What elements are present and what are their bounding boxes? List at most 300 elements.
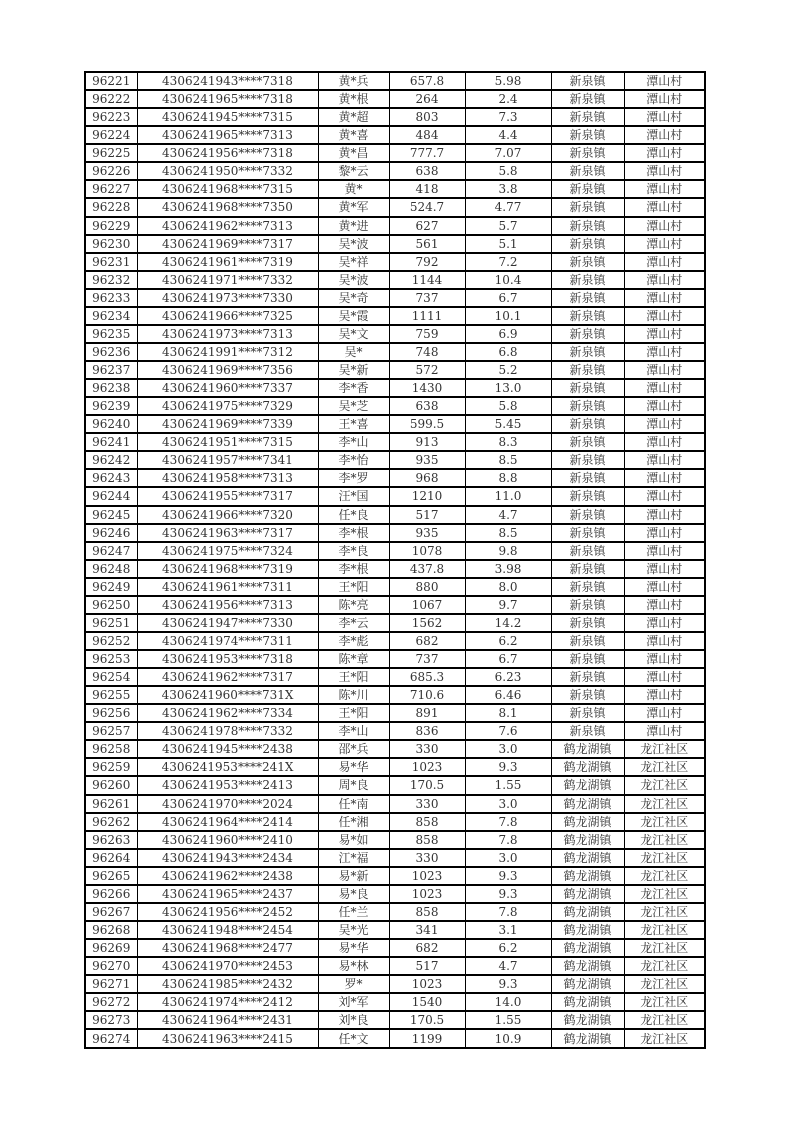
- cell-amount: 484: [389, 126, 465, 144]
- cell-rate: 6.8: [465, 343, 551, 361]
- cell-name: 吴*新: [318, 361, 389, 379]
- cell-town: 鹤龙湖镇: [551, 903, 624, 921]
- cell-name: 易*华: [318, 758, 389, 776]
- cell-name: 李*良: [318, 542, 389, 560]
- cell-seq: 96238: [85, 379, 137, 397]
- cell-rate: 8.0: [465, 578, 551, 596]
- cell-amount: 1430: [389, 379, 465, 397]
- cell-seq: 96243: [85, 469, 137, 487]
- cell-town: 鹤龙湖镇: [551, 831, 624, 849]
- cell-id-number: 4306241965****7318: [137, 90, 318, 108]
- cell-id-number: 4306241962****2438: [137, 867, 318, 885]
- cell-village: 龙江社区: [624, 939, 705, 957]
- cell-rate: 7.8: [465, 813, 551, 831]
- cell-name: 李*山: [318, 722, 389, 740]
- cell-amount: 517: [389, 957, 465, 975]
- cell-rate: 5.7: [465, 217, 551, 235]
- cell-rate: 1.55: [465, 776, 551, 794]
- cell-id-number: 4306241961****7311: [137, 578, 318, 596]
- cell-name: 吴*奇: [318, 289, 389, 307]
- cell-amount: 968: [389, 469, 465, 487]
- table-row: [85, 885, 705, 903]
- cell-amount: 737: [389, 289, 465, 307]
- cell-seq: 96245: [85, 506, 137, 524]
- cell-name: 吴*波: [318, 235, 389, 253]
- cell-name: 黄*: [318, 180, 389, 198]
- cell-amount: 1067: [389, 596, 465, 614]
- cell-town: 新泉镇: [551, 722, 624, 740]
- cell-village: 龙江社区: [624, 993, 705, 1011]
- table-row: [85, 722, 705, 740]
- cell-id-number: 4306241973****7330: [137, 289, 318, 307]
- cell-village: 潭山村: [624, 487, 705, 505]
- cell-rate: 5.8: [465, 162, 551, 180]
- cell-village: 龙江社区: [624, 885, 705, 903]
- cell-rate: 11.0: [465, 487, 551, 505]
- cell-rate: 4.77: [465, 198, 551, 216]
- table-row: [85, 975, 705, 993]
- cell-town: 新泉镇: [551, 451, 624, 469]
- cell-rate: 8.8: [465, 469, 551, 487]
- cell-village: 潭山村: [624, 596, 705, 614]
- cell-town: 鹤龙湖镇: [551, 1029, 624, 1048]
- cell-seq: 96230: [85, 235, 137, 253]
- cell-seq: 96267: [85, 903, 137, 921]
- cell-seq: 96272: [85, 993, 137, 1011]
- table-row: [85, 614, 705, 632]
- cell-name: 黄*兵: [318, 72, 389, 90]
- cell-seq: 96231: [85, 253, 137, 271]
- cell-town: 新泉镇: [551, 307, 624, 325]
- cell-village: 潭山村: [624, 361, 705, 379]
- cell-id-number: 4306241960****7337: [137, 379, 318, 397]
- cell-amount: 330: [389, 795, 465, 813]
- cell-rate: 4.7: [465, 957, 551, 975]
- cell-seq: 96240: [85, 415, 137, 433]
- cell-seq: 96221: [85, 72, 137, 90]
- cell-town: 新泉镇: [551, 524, 624, 542]
- cell-village: 潭山村: [624, 451, 705, 469]
- cell-rate: 2.4: [465, 90, 551, 108]
- cell-id-number: 4306241968****7350: [137, 198, 318, 216]
- cell-name: 任*兰: [318, 903, 389, 921]
- cell-seq: 96227: [85, 180, 137, 198]
- table-row: [85, 126, 705, 144]
- cell-name: 吴*文: [318, 325, 389, 343]
- cell-town: 新泉镇: [551, 487, 624, 505]
- cell-town: 鹤龙湖镇: [551, 1011, 624, 1029]
- cell-village: 潭山村: [624, 379, 705, 397]
- cell-name: 王*阳: [318, 704, 389, 722]
- cell-id-number: 4306241951****7315: [137, 433, 318, 451]
- cell-village: 龙江社区: [624, 758, 705, 776]
- cell-rate: 6.2: [465, 632, 551, 650]
- table-row: [85, 487, 705, 505]
- cell-town: 新泉镇: [551, 668, 624, 686]
- cell-town: 鹤龙湖镇: [551, 939, 624, 957]
- cell-town: 鹤龙湖镇: [551, 957, 624, 975]
- cell-id-number: 4306241960****731X: [137, 686, 318, 704]
- cell-amount: 1144: [389, 271, 465, 289]
- cell-seq: 96252: [85, 632, 137, 650]
- cell-village: 潭山村: [624, 90, 705, 108]
- cell-name: 黎*云: [318, 162, 389, 180]
- table-row: [85, 144, 705, 162]
- cell-rate: 8.5: [465, 524, 551, 542]
- cell-id-number: 4306241969****7339: [137, 415, 318, 433]
- cell-rate: 7.8: [465, 903, 551, 921]
- cell-amount: 858: [389, 831, 465, 849]
- cell-id-number: 4306241968****7315: [137, 180, 318, 198]
- table-row: [85, 433, 705, 451]
- table-row: [85, 271, 705, 289]
- cell-id-number: 4306241965****2437: [137, 885, 318, 903]
- cell-id-number: 4306241978****7332: [137, 722, 318, 740]
- cell-id-number: 4306241953****7318: [137, 650, 318, 668]
- table-row: [85, 90, 705, 108]
- cell-amount: 1023: [389, 758, 465, 776]
- cell-seq: 96259: [85, 758, 137, 776]
- cell-name: 李*根: [318, 524, 389, 542]
- cell-id-number: 4306241974****7311: [137, 632, 318, 650]
- cell-seq: 96236: [85, 343, 137, 361]
- cell-town: 新泉镇: [551, 180, 624, 198]
- cell-seq: 96222: [85, 90, 137, 108]
- cell-amount: 1199: [389, 1029, 465, 1048]
- cell-rate: 8.1: [465, 704, 551, 722]
- cell-town: 鹤龙湖镇: [551, 975, 624, 993]
- cell-rate: 5.1: [465, 235, 551, 253]
- cell-seq: 96233: [85, 289, 137, 307]
- cell-village: 潭山村: [624, 686, 705, 704]
- table-row: [85, 740, 705, 758]
- cell-id-number: 4306241943****7318: [137, 72, 318, 90]
- cell-village: 潭山村: [624, 524, 705, 542]
- table-row: [85, 758, 705, 776]
- cell-seq: 96249: [85, 578, 137, 596]
- table-row: [85, 451, 705, 469]
- cell-name: 吴*祥: [318, 253, 389, 271]
- cell-town: 新泉镇: [551, 253, 624, 271]
- cell-amount: 1540: [389, 993, 465, 1011]
- cell-name: 吴*光: [318, 921, 389, 939]
- cell-town: 新泉镇: [551, 596, 624, 614]
- cell-town: 鹤龙湖镇: [551, 813, 624, 831]
- cell-rate: 8.5: [465, 451, 551, 469]
- table-row: [85, 235, 705, 253]
- cell-amount: 1562: [389, 614, 465, 632]
- cell-id-number: 4306241947****7330: [137, 614, 318, 632]
- cell-town: 新泉镇: [551, 578, 624, 596]
- cell-id-number: 4306241958****7313: [137, 469, 318, 487]
- cell-id-number: 4306241968****7319: [137, 560, 318, 578]
- cell-amount: 777.7: [389, 144, 465, 162]
- cell-village: 潭山村: [624, 343, 705, 361]
- cell-id-number: 4306241950****7332: [137, 162, 318, 180]
- cell-town: 鹤龙湖镇: [551, 740, 624, 758]
- cell-village: 龙江社区: [624, 831, 705, 849]
- cell-name: 李*香: [318, 379, 389, 397]
- cell-id-number: 4306241956****2452: [137, 903, 318, 921]
- cell-seq: 96241: [85, 433, 137, 451]
- cell-seq: 96266: [85, 885, 137, 903]
- cell-seq: 96239: [85, 397, 137, 415]
- cell-village: 潭山村: [624, 325, 705, 343]
- table-row: [85, 903, 705, 921]
- cell-town: 鹤龙湖镇: [551, 921, 624, 939]
- cell-village: 龙江社区: [624, 1011, 705, 1029]
- cell-id-number: 4306241962****7334: [137, 704, 318, 722]
- cell-town: 新泉镇: [551, 415, 624, 433]
- cell-id-number: 4306241973****7313: [137, 325, 318, 343]
- cell-town: 新泉镇: [551, 325, 624, 343]
- cell-village: 潭山村: [624, 72, 705, 90]
- cell-seq: 96274: [85, 1029, 137, 1048]
- cell-name: 陈*亮: [318, 596, 389, 614]
- cell-rate: 3.8: [465, 180, 551, 198]
- cell-amount: 1023: [389, 867, 465, 885]
- cell-id-number: 4306241953****241X: [137, 758, 318, 776]
- cell-name: 黄*超: [318, 108, 389, 126]
- cell-town: 新泉镇: [551, 433, 624, 451]
- cell-town: 鹤龙湖镇: [551, 849, 624, 867]
- cell-name: 邵*兵: [318, 740, 389, 758]
- cell-name: 任*良: [318, 506, 389, 524]
- cell-amount: 330: [389, 740, 465, 758]
- cell-amount: 935: [389, 451, 465, 469]
- table-row: [85, 379, 705, 397]
- cell-rate: 6.46: [465, 686, 551, 704]
- cell-name: 易*良: [318, 885, 389, 903]
- cell-town: 新泉镇: [551, 650, 624, 668]
- table-row: [85, 957, 705, 975]
- cell-rate: 4.7: [465, 506, 551, 524]
- cell-name: 刘*军: [318, 993, 389, 1011]
- cell-id-number: 4306241957****7341: [137, 451, 318, 469]
- cell-town: 新泉镇: [551, 542, 624, 560]
- cell-village: 潭山村: [624, 217, 705, 235]
- table-row: [85, 813, 705, 831]
- cell-village: 潭山村: [624, 397, 705, 415]
- table-row: [85, 921, 705, 939]
- cell-village: 潭山村: [624, 289, 705, 307]
- cell-id-number: 4306241962****7317: [137, 668, 318, 686]
- cell-amount: 935: [389, 524, 465, 542]
- cell-town: 新泉镇: [551, 126, 624, 144]
- cell-name: 任*南: [318, 795, 389, 813]
- cell-amount: 858: [389, 813, 465, 831]
- cell-amount: 599.5: [389, 415, 465, 433]
- cell-name: 易*华: [318, 939, 389, 957]
- table-row: [85, 415, 705, 433]
- cell-town: 新泉镇: [551, 632, 624, 650]
- table-row: [85, 939, 705, 957]
- cell-village: 潭山村: [624, 162, 705, 180]
- cell-name: 汪*国: [318, 487, 389, 505]
- cell-rate: 7.8: [465, 831, 551, 849]
- cell-name: 易*如: [318, 831, 389, 849]
- cell-id-number: 4306241953****2413: [137, 776, 318, 794]
- cell-village: 龙江社区: [624, 957, 705, 975]
- cell-id-number: 4306241971****7332: [137, 271, 318, 289]
- cell-id-number: 4306241948****2454: [137, 921, 318, 939]
- cell-seq: 96261: [85, 795, 137, 813]
- cell-town: 新泉镇: [551, 144, 624, 162]
- table-row: [85, 469, 705, 487]
- cell-amount: 572: [389, 361, 465, 379]
- cell-rate: 10.4: [465, 271, 551, 289]
- cell-amount: 803: [389, 108, 465, 126]
- cell-name: 吴*芝: [318, 397, 389, 415]
- cell-rate: 8.3: [465, 433, 551, 451]
- cell-rate: 10.9: [465, 1029, 551, 1048]
- cell-id-number: 4306241968****2477: [137, 939, 318, 957]
- table-row: [85, 578, 705, 596]
- cell-amount: 685.3: [389, 668, 465, 686]
- cell-amount: 627: [389, 217, 465, 235]
- cell-town: 新泉镇: [551, 469, 624, 487]
- cell-village: 潭山村: [624, 614, 705, 632]
- cell-amount: 682: [389, 632, 465, 650]
- cell-amount: 913: [389, 433, 465, 451]
- cell-amount: 524.7: [389, 198, 465, 216]
- cell-amount: 330: [389, 849, 465, 867]
- cell-rate: 7.3: [465, 108, 551, 126]
- cell-village: 龙江社区: [624, 975, 705, 993]
- cell-rate: 3.0: [465, 795, 551, 813]
- cell-name: 周*良: [318, 776, 389, 794]
- cell-village: 潭山村: [624, 198, 705, 216]
- table-row: [85, 704, 705, 722]
- cell-town: 新泉镇: [551, 704, 624, 722]
- cell-seq: 96234: [85, 307, 137, 325]
- cell-village: 龙江社区: [624, 813, 705, 831]
- cell-village: 龙江社区: [624, 849, 705, 867]
- cell-seq: 96248: [85, 560, 137, 578]
- cell-amount: 858: [389, 903, 465, 921]
- cell-amount: 341: [389, 921, 465, 939]
- cell-seq: 96265: [85, 867, 137, 885]
- cell-village: 潭山村: [624, 650, 705, 668]
- cell-town: 新泉镇: [551, 235, 624, 253]
- cell-seq: 96262: [85, 813, 137, 831]
- cell-seq: 96264: [85, 849, 137, 867]
- cell-village: 龙江社区: [624, 921, 705, 939]
- cell-rate: 9.3: [465, 975, 551, 993]
- table-row: [85, 108, 705, 126]
- table-row: [85, 993, 705, 1011]
- cell-seq: 96237: [85, 361, 137, 379]
- cell-id-number: 4306241955****7317: [137, 487, 318, 505]
- cell-rate: 3.0: [465, 849, 551, 867]
- cell-name: 易*林: [318, 957, 389, 975]
- cell-name: 吴*波: [318, 271, 389, 289]
- cell-amount: 1078: [389, 542, 465, 560]
- cell-town: 鹤龙湖镇: [551, 776, 624, 794]
- cell-name: 王*喜: [318, 415, 389, 433]
- cell-name: 黄*军: [318, 198, 389, 216]
- cell-id-number: 4306241960****2410: [137, 831, 318, 849]
- cell-seq: 96255: [85, 686, 137, 704]
- cell-rate: 7.6: [465, 722, 551, 740]
- cell-name: 陈*章: [318, 650, 389, 668]
- cell-seq: 96254: [85, 668, 137, 686]
- cell-amount: 264: [389, 90, 465, 108]
- cell-amount: 682: [389, 939, 465, 957]
- cell-id-number: 4306241963****2415: [137, 1029, 318, 1048]
- cell-id-number: 4306241943****2434: [137, 849, 318, 867]
- table-row: [85, 397, 705, 415]
- table-row: [85, 325, 705, 343]
- cell-name: 陈*川: [318, 686, 389, 704]
- cell-id-number: 4306241964****2431: [137, 1011, 318, 1029]
- cell-amount: 1210: [389, 487, 465, 505]
- cell-name: 黄*根: [318, 90, 389, 108]
- cell-id-number: 4306241975****7324: [137, 542, 318, 560]
- cell-rate: 9.8: [465, 542, 551, 560]
- cell-rate: 5.98: [465, 72, 551, 90]
- cell-id-number: 4306241966****7320: [137, 506, 318, 524]
- cell-seq: 96273: [85, 1011, 137, 1029]
- cell-town: 新泉镇: [551, 271, 624, 289]
- cell-id-number: 4306241945****7315: [137, 108, 318, 126]
- cell-id-number: 4306241961****7319: [137, 253, 318, 271]
- cell-id-number: 4306241991****7312: [137, 343, 318, 361]
- table-row: [85, 1029, 705, 1048]
- table-row: [85, 1011, 705, 1029]
- cell-village: 潭山村: [624, 253, 705, 271]
- cell-id-number: 4306241945****2438: [137, 740, 318, 758]
- cell-village: 龙江社区: [624, 867, 705, 885]
- cell-village: 潭山村: [624, 415, 705, 433]
- cell-amount: 880: [389, 578, 465, 596]
- table-row: [85, 776, 705, 794]
- cell-seq: 96242: [85, 451, 137, 469]
- cell-id-number: 4306241963****7317: [137, 524, 318, 542]
- subsidy-roster-table: [84, 71, 706, 1049]
- cell-village: 龙江社区: [624, 795, 705, 813]
- table-row: [85, 343, 705, 361]
- table-row: [85, 180, 705, 198]
- cell-id-number: 4306241985****2432: [137, 975, 318, 993]
- cell-name: 黄*昌: [318, 144, 389, 162]
- cell-village: 潭山村: [624, 469, 705, 487]
- cell-amount: 748: [389, 343, 465, 361]
- cell-rate: 9.3: [465, 885, 551, 903]
- cell-seq: 96225: [85, 144, 137, 162]
- cell-seq: 96256: [85, 704, 137, 722]
- table-row: [85, 542, 705, 560]
- table-row: [85, 560, 705, 578]
- cell-name: 易*新: [318, 867, 389, 885]
- table-row: [85, 867, 705, 885]
- cell-id-number: 4306241970****2024: [137, 795, 318, 813]
- cell-town: 鹤龙湖镇: [551, 993, 624, 1011]
- cell-name: 黄*进: [318, 217, 389, 235]
- cell-name: 李*怡: [318, 451, 389, 469]
- cell-amount: 170.5: [389, 776, 465, 794]
- cell-seq: 96270: [85, 957, 137, 975]
- cell-id-number: 4306241969****7356: [137, 361, 318, 379]
- cell-rate: 5.2: [465, 361, 551, 379]
- table-row: [85, 849, 705, 867]
- table-row: [85, 596, 705, 614]
- cell-village: 潭山村: [624, 235, 705, 253]
- cell-amount: 638: [389, 397, 465, 415]
- cell-rate: 6.2: [465, 939, 551, 957]
- table-row: [85, 632, 705, 650]
- cell-rate: 13.0: [465, 379, 551, 397]
